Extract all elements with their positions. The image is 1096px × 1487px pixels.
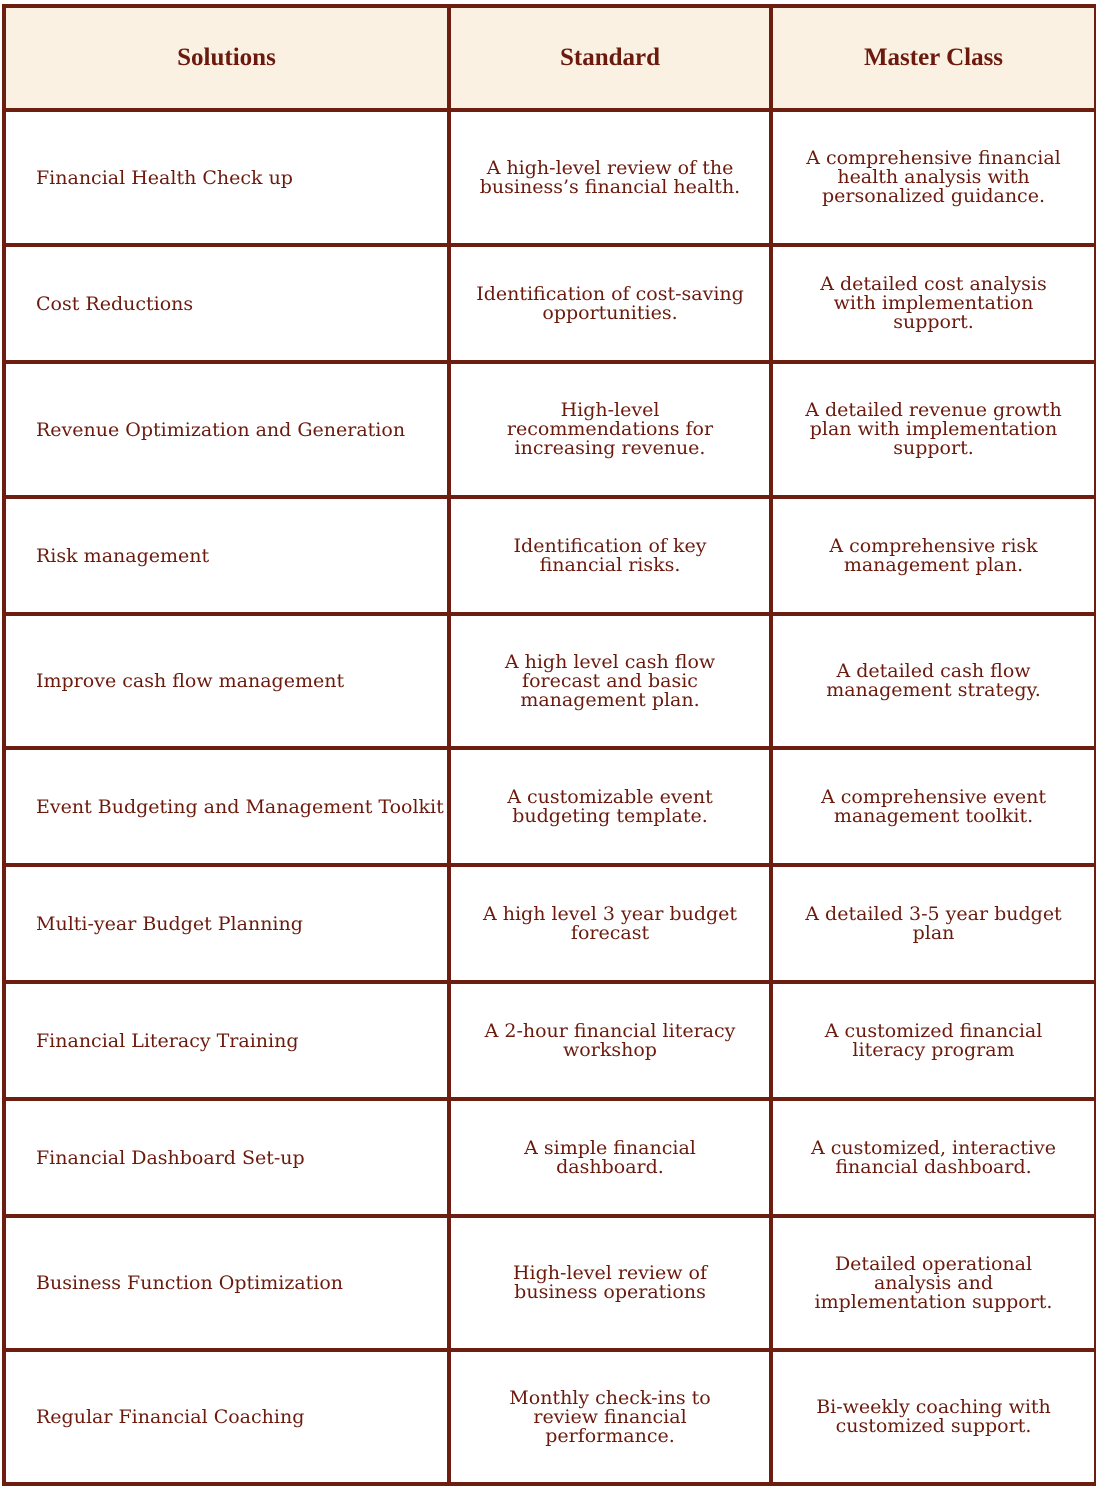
solution-cell: Improve cash flow management <box>4 614 449 748</box>
standard-cell: High-level recommendations for increasing revenue. <box>449 362 771 497</box>
standard-cell: A 2-hour financial literacy workshop <box>449 982 771 1099</box>
master-class-cell: A detailed cost analysis with implementation support. <box>771 245 1096 362</box>
table-row <box>4 362 1096 497</box>
header-master-class: Master Class <box>771 6 1096 110</box>
solution-cell: Risk management <box>4 497 449 614</box>
solution-cell: Multi-year Budget Planning <box>4 865 449 982</box>
header-solutions: Solutions <box>4 6 449 110</box>
standard-cell: Identification of key financial risks. <box>449 497 771 614</box>
standard-cell: A high-level review of the business’s financial health. <box>449 110 771 245</box>
standard-cell: A customizable event budgeting template. <box>449 748 771 865</box>
solution-cell: Event Budgeting and Management Toolkit <box>4 748 449 865</box>
solution-cell: Financial Literacy Training <box>4 982 449 1099</box>
solution-cell: Regular Financial Coaching <box>4 1350 449 1484</box>
standard-cell: High-level review of business operations <box>449 1216 771 1350</box>
solutions-comparison-table <box>2 4 1096 1486</box>
standard-cell: Monthly check-ins to review financial performance. <box>449 1350 771 1484</box>
solution-cell: Financial Health Check up <box>4 110 449 245</box>
master-class-cell: A comprehensive event management toolkit. <box>771 748 1096 865</box>
master-class-cell: A comprehensive risk management plan. <box>771 497 1096 614</box>
table-row <box>4 110 1096 245</box>
solution-cell: Revenue Optimization and Generation <box>4 362 449 497</box>
table-row <box>4 1216 1096 1350</box>
master-class-cell: A customized, interactive financial dashboard. <box>771 1099 1096 1216</box>
table-row <box>4 1099 1096 1216</box>
table-row <box>4 245 1096 362</box>
header-standard: Standard <box>449 6 771 110</box>
master-class-cell: A detailed revenue growth plan with implementation support. <box>771 362 1096 497</box>
master-class-cell: A customized financial literacy program <box>771 982 1096 1099</box>
table-row <box>4 865 1096 982</box>
table-row <box>4 982 1096 1099</box>
solution-cell: Cost Reductions <box>4 245 449 362</box>
master-class-cell: A detailed 3-5 year budget plan <box>771 865 1096 982</box>
master-class-cell: Bi-weekly coaching with customized support. <box>771 1350 1096 1484</box>
table-row <box>4 497 1096 614</box>
solution-cell: Financial Dashboard Set-up <box>4 1099 449 1216</box>
table-row <box>4 614 1096 748</box>
table-row <box>4 1350 1096 1484</box>
standard-cell: A simple financial dashboard. <box>449 1099 771 1216</box>
standard-cell: Identification of cost-saving opportunities. <box>449 245 771 362</box>
table-row <box>4 748 1096 865</box>
solution-cell: Business Function Optimization <box>4 1216 449 1350</box>
header-row <box>4 6 1096 110</box>
standard-cell: A high level 3 year budget forecast <box>449 865 771 982</box>
master-class-cell: A comprehensive financial health analysis with personalized guidance. <box>771 110 1096 245</box>
standard-cell: A high level cash flow forecast and basic management plan. <box>449 614 771 748</box>
master-class-cell: Detailed operational analysis and implementation support. <box>771 1216 1096 1350</box>
master-class-cell: A detailed cash flow management strategy. <box>771 614 1096 748</box>
